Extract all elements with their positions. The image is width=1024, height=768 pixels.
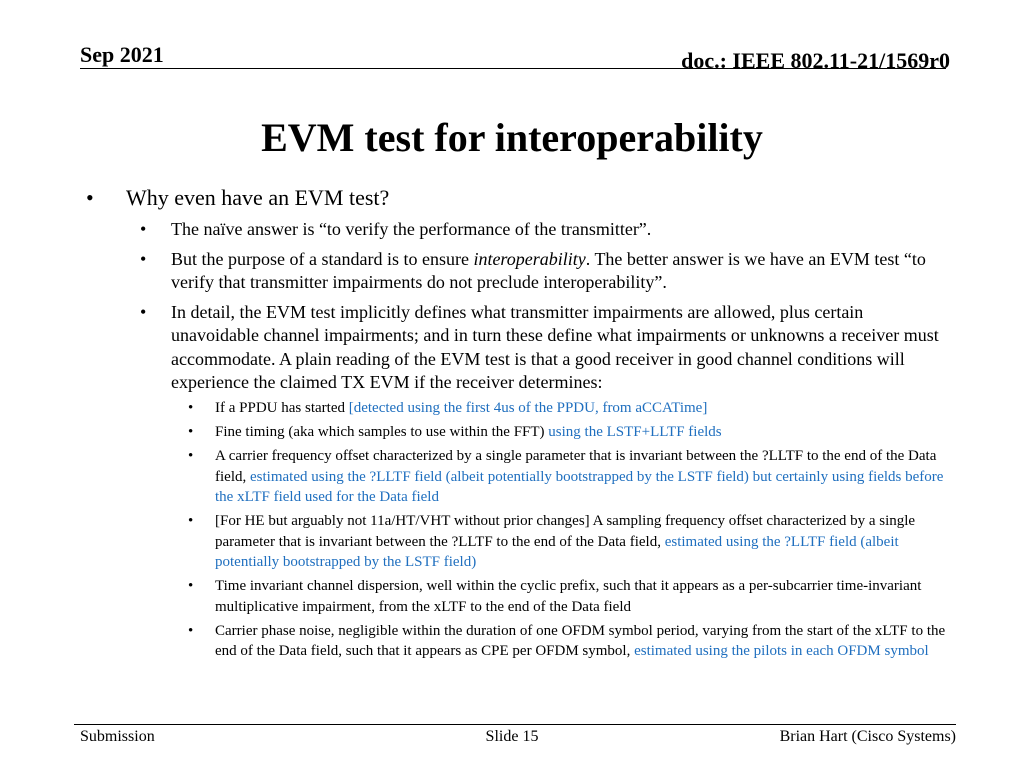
bullet-text-highlight: [detected using the first 4us of the PPDU, from aCCATime] [348,400,708,416]
footer-author: Brian Hart (Cisco Systems) [779,728,956,745]
bullet-text: Fine timing (aka which samples to use within the FFT) [215,424,549,440]
bullet-level3 [80,446,950,508]
bullet-icon: • [188,424,194,440]
footer-slide-number: Slide 15 [485,728,539,745]
bullet-level3 [80,422,950,443]
bullet-text-highlight: estimated using the ?LLTF field (albeit potentially bootstrapped by the LSTF field) but certainly using fields before the xLTF field used for the Data field [215,468,944,505]
bullet-text: Why even have an EVM test? [126,185,390,210]
bullet-text: [For HE but arguably not 11a/HT/VHT without prior changes] A sampling frequency offset characterized by a single parameter that is invariant between the ?LLTF to the end of the Data field, [215,513,916,550]
bullet-level3 [80,621,950,662]
footer-divider [74,724,956,725]
header-date: Sep 2021 [80,42,164,67]
bullet-text: If a PPDU has started [215,400,349,416]
bullet-icon: • [140,301,147,322]
bullet-text-highlight: estimated using the ?LLTF field (albeit potentially bootstrapped by the LSTF field) [215,533,899,570]
bullet-text: The naïve answer is “to verify the performance of the transmitter”. [171,219,652,239]
header-doc-id: doc.: IEEE 802.11-21/1569r0 [681,48,950,73]
bullet-icon: • [188,578,194,594]
bullet-text: Time invariant channel dispersion, well within the cyclic prefix, such that it appears as a per-subcarrier time-invariant multiplicative impairment, from the xLTF to the end of the Data field [215,578,922,615]
bullet-text: Carrier phase noise, negligible within the duration of one OFDM symbol period, varying from the start of the xLTF to the end of the Data field, such that it appears as CPE per OFDM symbol, [215,622,946,659]
footer-submission: Submission [80,728,155,745]
header-divider [80,68,946,69]
bullet-icon: • [140,219,147,239]
bullet-icon: • [188,400,194,416]
bullet-level1 [80,184,950,212]
bullet-text: In detail, the EVM test implicitly defines what transmitter impairments are allowed, plus certain unavoidable channel impairments; and in turn these define what impairments or unknowns a receiver must accommodate. A plain reading of the EVM test is that a good receiver in good channel conditions will experience the claimed TX EVM if the receiver determines: [171,301,939,392]
bullet-level2 [80,301,950,395]
bullet-icon: • [188,622,194,639]
bullet-level3 [80,511,950,573]
bullet-text: A carrier frequency offset characterized by a single parameter that is invariant between the ?LLTF to the end of the Data field, [215,448,937,485]
bullet-level3 [80,398,950,419]
bullet-icon: • [188,448,194,464]
slide-title: EVM test for interoperability [261,115,763,160]
bullet-icon: • [188,513,194,529]
bullet-text-pre: But the purpose of a standard is to ensure [171,248,474,269]
slide-content [80,184,950,662]
bullet-level3 [80,576,950,617]
bullet-icon: • [86,185,94,210]
bullet-text-post: . The better answer is we have an EVM test “to verify that transmitter impairments do not preclude interoperability”. [171,248,926,292]
bullet-level2 [80,248,950,295]
bullet-level2 [80,218,950,242]
bullet-text-emphasis: interoperability [473,248,586,269]
bullet-icon: • [140,248,147,269]
bullet-text-highlight: estimated using the pilots in each OFDM symbol [634,643,929,659]
bullet-text-highlight: using the LSTF+LLTF fields [548,424,722,440]
